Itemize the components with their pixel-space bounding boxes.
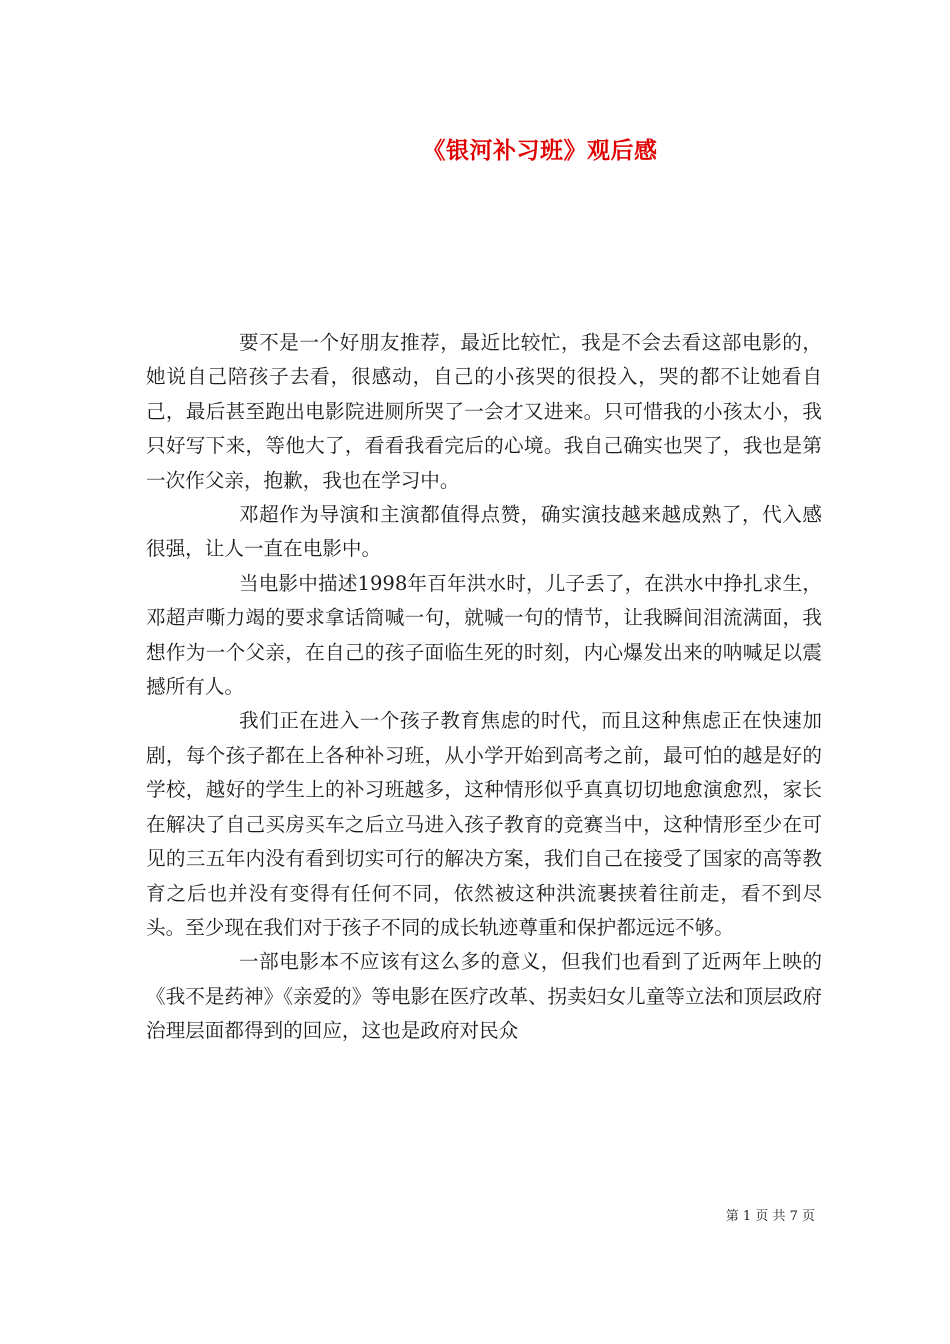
paragraph-3: 当电影中描述1998年百年洪水时，儿子丢了，在洪水中挣扎求生，邓超声嘶力竭的要求拿话筒喊一句，就喊一句的情节，让我瞬间泪流满面，我想作为一个父亲，在自己的孩子面临生死的时刻，内心爆发出来的呐喊足以震撼所有人。 bbox=[146, 571, 822, 699]
document-body bbox=[146, 326, 822, 1049]
paragraph-1: 要不是一个好朋友推荐，最近比较忙，我是不会去看这部电影的，她说自己陪孩子去看，很感动，自己的小孩哭的很投入，哭的都不让她看自己，最后甚至跑出电影院进厕所哭了一会才又进来。只可惜我的小孩太小，我只好写下来，等他大了，看看我看完后的心境。我自己确实也哭了，我也是第一次作父亲，抱歉，我也在学习中。 bbox=[146, 331, 822, 492]
paragraph-5: 一部电影本不应该有这么多的意义，但我们也看到了近两年上映的《我不是药神》《亲爱的》等电影在医疗改革、拐卖妇女儿童等立法和顶层政府治理层面都得到的回应，这也是政府对民众 bbox=[146, 950, 822, 1043]
page-number-footer: 第 1 页 共 7 页 bbox=[725, 1209, 815, 1224]
paragraph-2: 邓超作为导演和主演都值得点赞，确实演技越来越成熟了，代入感很强，让人一直在电影中。 bbox=[146, 503, 822, 561]
paragraph-4: 我们正在进入一个孩子教育焦虑的时代，而且这种焦虑正在快速加剧，每个孩子都在上各种补习班，从小学开始到高考之前，最可怕的越是好的学校，越好的学生上的补习班越多，这种情形似乎真真切切地愈演愈烈，家长在解决了自己买房买车之后立马进入孩子教育的竞赛当中，这种情形至少在可见的三五年内没有看到切实可行的解决方案，我们自己在接受了国家的高等教育之后也并没有变得有任何不同，依然被这种洪流裹挟着往前走，看不到尽头。至少现在我们对于孩子不同的成长轨迹尊重和保护都远远不够。 bbox=[146, 709, 822, 939]
document-title: 《银河补习班》观后感 bbox=[422, 137, 658, 164]
